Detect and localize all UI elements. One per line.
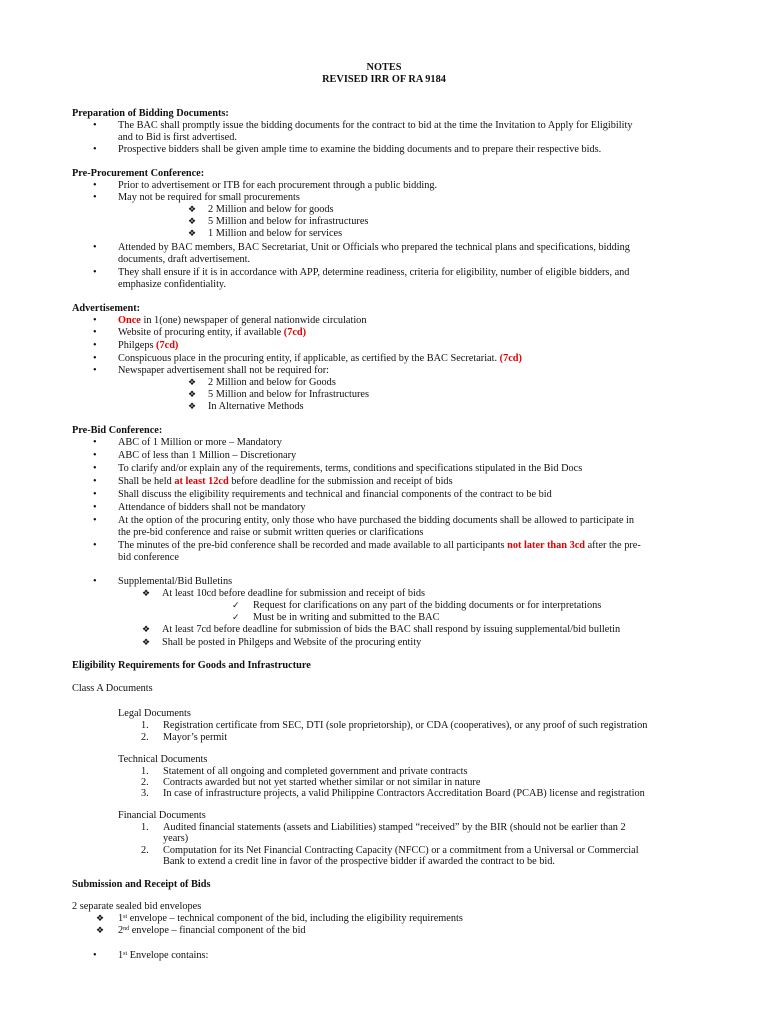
list-number: 2. bbox=[141, 777, 149, 788]
section-heading-bidding: Preparation of Bidding Documents: bbox=[72, 108, 229, 119]
prebid-item-7-cont: the pre-bid conference and raise or submit written queries or clarifications bbox=[118, 527, 424, 538]
list-number: 3. bbox=[141, 788, 149, 799]
bidding-item-2: Prospective bidders shall be given ample time to examine the bidding documents and to prepare their respective bids. bbox=[118, 144, 602, 155]
prebid-item-5: Shall discuss the eligibility requirements and technical and financial components of the contract to be bid bbox=[118, 489, 552, 500]
financial-item-1-cont: years) bbox=[163, 833, 189, 844]
financial-item-1: Audited financial statements (assets and Liabilities) stamped “received” by the BIR (should not be earlier than 2 bbox=[163, 822, 626, 833]
bullet-icon: • bbox=[93, 476, 97, 487]
diamond-icon: ❖ bbox=[188, 217, 197, 227]
list-number: 1. bbox=[141, 720, 149, 731]
prebid-item-9: Supplemental/Bid Bulletins bbox=[118, 576, 233, 587]
prebid-item-8: The minutes of the pre-bid conference shall be recorded and made available to all participants not later than 3cd after the pre- bbox=[118, 540, 641, 551]
diamond-icon: ❖ bbox=[96, 914, 105, 924]
bullet-icon: • bbox=[93, 242, 97, 253]
advert-sub-3: In Alternative Methods bbox=[208, 401, 304, 412]
bullet-icon: • bbox=[93, 515, 97, 526]
advert-item-2: Website of procuring entity, if available (7cd) bbox=[118, 327, 307, 338]
prebid-item-1: ABC of 1 Million or more – Mandatory bbox=[118, 437, 282, 448]
diamond-icon: ❖ bbox=[188, 402, 197, 412]
prebid-item-6: Attendance of bidders shall not be mandatory bbox=[118, 502, 306, 513]
section-heading-advertisement: Advertisement: bbox=[72, 303, 141, 314]
list-number: 1. bbox=[141, 822, 149, 833]
bullet-icon: • bbox=[93, 365, 97, 376]
bulletin-sub-2: At least 7cd before deadline for submission of bids the BAC shall respond by issuing supplemental/bid bulletin bbox=[162, 624, 621, 635]
preproc-item-3-cont: documents, draft advertisement. bbox=[118, 254, 251, 265]
bullet-icon: • bbox=[93, 463, 97, 474]
section-heading-prebid: Pre-Bid Conference: bbox=[72, 425, 163, 436]
bullet-icon: • bbox=[93, 502, 97, 513]
section-heading-eligibility: Eligibility Requirements for Goods and Infrastructure bbox=[72, 660, 311, 671]
envelope-item-1: 1st envelope – technical component of the bid, including the eligibility requirements bbox=[118, 913, 463, 924]
legal-item-1: Registration certificate from SEC, DTI (sole proprietorship), or CDA (cooperatives), or any proof of such registration bbox=[163, 720, 648, 731]
bullet-icon: • bbox=[93, 437, 97, 448]
section-heading-preproc: Pre-Procurement Conference: bbox=[72, 168, 205, 179]
advert-sub-1: 2 Million and below for Goods bbox=[208, 377, 336, 388]
bulletin-sub-3: Shall be posted in Philgeps and Website of the procuring entity bbox=[162, 637, 422, 648]
bullet-icon: • bbox=[93, 353, 97, 364]
document-subtitle: REVISED IRR OF RA 9184 bbox=[322, 74, 446, 85]
diamond-icon: ❖ bbox=[188, 378, 197, 388]
highlight-7cd: (7cd) bbox=[499, 353, 522, 364]
bullet-icon: • bbox=[93, 340, 97, 351]
section-heading-submission: Submission and Receipt of Bids bbox=[72, 879, 211, 890]
technical-item-2: Contracts awarded but not yet started whether similar or not similar in nature bbox=[163, 777, 481, 788]
diamond-icon: ❖ bbox=[142, 625, 151, 635]
bullet-icon: • bbox=[93, 450, 97, 461]
preproc-sub-1: 2 Million and below for goods bbox=[208, 204, 334, 215]
bullet-icon: • bbox=[93, 267, 97, 278]
financial-item-2-cont: Bank to extend a credit line in favor of the prospective bidder if awarded the contract to be bid. bbox=[163, 856, 555, 867]
advert-item-1: Once in 1(one) newspaper of general nationwide circulation bbox=[118, 315, 367, 326]
highlight-7cd: (7cd) bbox=[283, 327, 307, 338]
preproc-item-4-cont: emphasize confidentiality. bbox=[118, 279, 226, 290]
bulletin-check-2: Must be in writing and submitted to the BAC bbox=[253, 612, 440, 623]
preproc-item-3: Attended by BAC members, BAC Secretariat, Unit or Officials who prepared the technical plans and specifications, bidding bbox=[118, 242, 630, 253]
diamond-icon: ❖ bbox=[188, 229, 197, 239]
preproc-sub-3: 1 Million and below for services bbox=[208, 228, 343, 239]
list-number: 2. bbox=[141, 732, 149, 743]
prebid-item-3: To clarify and/or explain any of the requirements, terms, conditions and specifications stipulated in the Bid Docs bbox=[118, 463, 583, 474]
highlight-7cd: (7cd) bbox=[156, 340, 179, 351]
preproc-item-4: They shall ensure if it is in accordance with APP, determine readiness, criteria for eligibility, number of eligible bidders, and bbox=[118, 267, 630, 278]
diamond-icon: ❖ bbox=[142, 638, 151, 648]
preproc-item-1: Prior to advertisement or ITB for each procurement through a public bidding. bbox=[118, 180, 438, 191]
financial-docs-label: Financial Documents bbox=[118, 810, 206, 821]
prebid-item-4: Shall be held at least 12cd before deadline for the submission and receipt of bids bbox=[118, 476, 453, 487]
bullet-icon: • bbox=[93, 576, 97, 587]
legal-item-2: Mayor’s permit bbox=[163, 732, 228, 743]
technical-item-3: In case of infrastructure projects, a valid Philippine Contractors Accreditation Board (PCAB) license and registration bbox=[163, 788, 645, 799]
diamond-icon: ❖ bbox=[96, 926, 105, 936]
bulletin-sub-1: At least 10cd before deadline for submission and receipt of bids bbox=[162, 588, 426, 599]
diamond-icon: ❖ bbox=[142, 589, 151, 599]
bullet-icon: • bbox=[93, 489, 97, 500]
advert-item-4: Conspicuous place in the procuring entity, if applicable, as certified by the BAC Secretariat. (7cd) bbox=[118, 353, 522, 364]
check-icon: ✓ bbox=[232, 613, 240, 623]
bullet-icon: • bbox=[93, 192, 97, 203]
diamond-icon: ❖ bbox=[188, 205, 197, 215]
advert-sub-2: 5 Million and below for Infrastructures bbox=[208, 389, 369, 400]
bullet-icon: • bbox=[93, 180, 97, 191]
bullet-icon: • bbox=[93, 540, 97, 551]
highlight-3cd: not later than 3cd bbox=[507, 540, 586, 551]
bidding-item-1-cont: and to Bid is first advertised. bbox=[118, 132, 237, 143]
bulletin-check-1: Request for clarifications on any part of the bidding documents or for interpretations bbox=[253, 600, 602, 611]
envelope-item-2: 2nd envelope – financial component of the bid bbox=[118, 925, 306, 936]
advert-item-3: Philgeps (7cd) bbox=[118, 340, 179, 351]
bidding-item-1: The BAC shall promptly issue the bidding documents for the contract to bid at the time the Invitation to Apply for Eligibility bbox=[118, 120, 633, 131]
prebid-item-7: At the option of the procuring entity, only those who have purchased the bidding documents shall be allowed to participate in bbox=[118, 515, 635, 526]
bullet-icon: • bbox=[93, 950, 97, 961]
bullet-icon: • bbox=[93, 144, 97, 155]
bullet-icon: • bbox=[93, 120, 97, 131]
list-number: 1. bbox=[141, 766, 149, 777]
financial-item-2: Computation for its Net Financial Contracting Capacity (NFCC) or a commitment from a Universal or Commercial bbox=[163, 845, 639, 856]
submission-intro: 2 separate sealed bid envelopes bbox=[72, 901, 202, 912]
legal-docs-label: Legal Documents bbox=[118, 708, 191, 719]
technical-docs-label: Technical Documents bbox=[118, 754, 208, 765]
technical-item-1: Statement of all ongoing and completed government and private contracts bbox=[163, 766, 468, 777]
highlight-once: Once bbox=[118, 315, 141, 326]
prebid-item-8-cont: bid conference bbox=[118, 552, 179, 563]
preproc-item-2: May not be required for small procurements bbox=[118, 192, 300, 203]
preproc-sub-2: 5 Million and below for infrastructures bbox=[208, 216, 369, 227]
highlight-12cd: at least 12cd bbox=[174, 476, 229, 487]
list-number: 2. bbox=[141, 845, 149, 856]
bullet-icon: • bbox=[93, 315, 97, 326]
document-title: NOTES bbox=[366, 62, 402, 73]
diamond-icon: ❖ bbox=[188, 390, 197, 400]
advert-item-5: Newspaper advertisement shall not be required for: bbox=[118, 365, 330, 376]
bullet-icon: • bbox=[93, 327, 97, 338]
check-icon: ✓ bbox=[232, 601, 240, 611]
envelope-contains: 1st Envelope contains: bbox=[118, 950, 209, 961]
class-a-label: Class A Documents bbox=[72, 683, 153, 694]
prebid-item-2: ABC of less than 1 Million – Discretionary bbox=[118, 450, 297, 461]
